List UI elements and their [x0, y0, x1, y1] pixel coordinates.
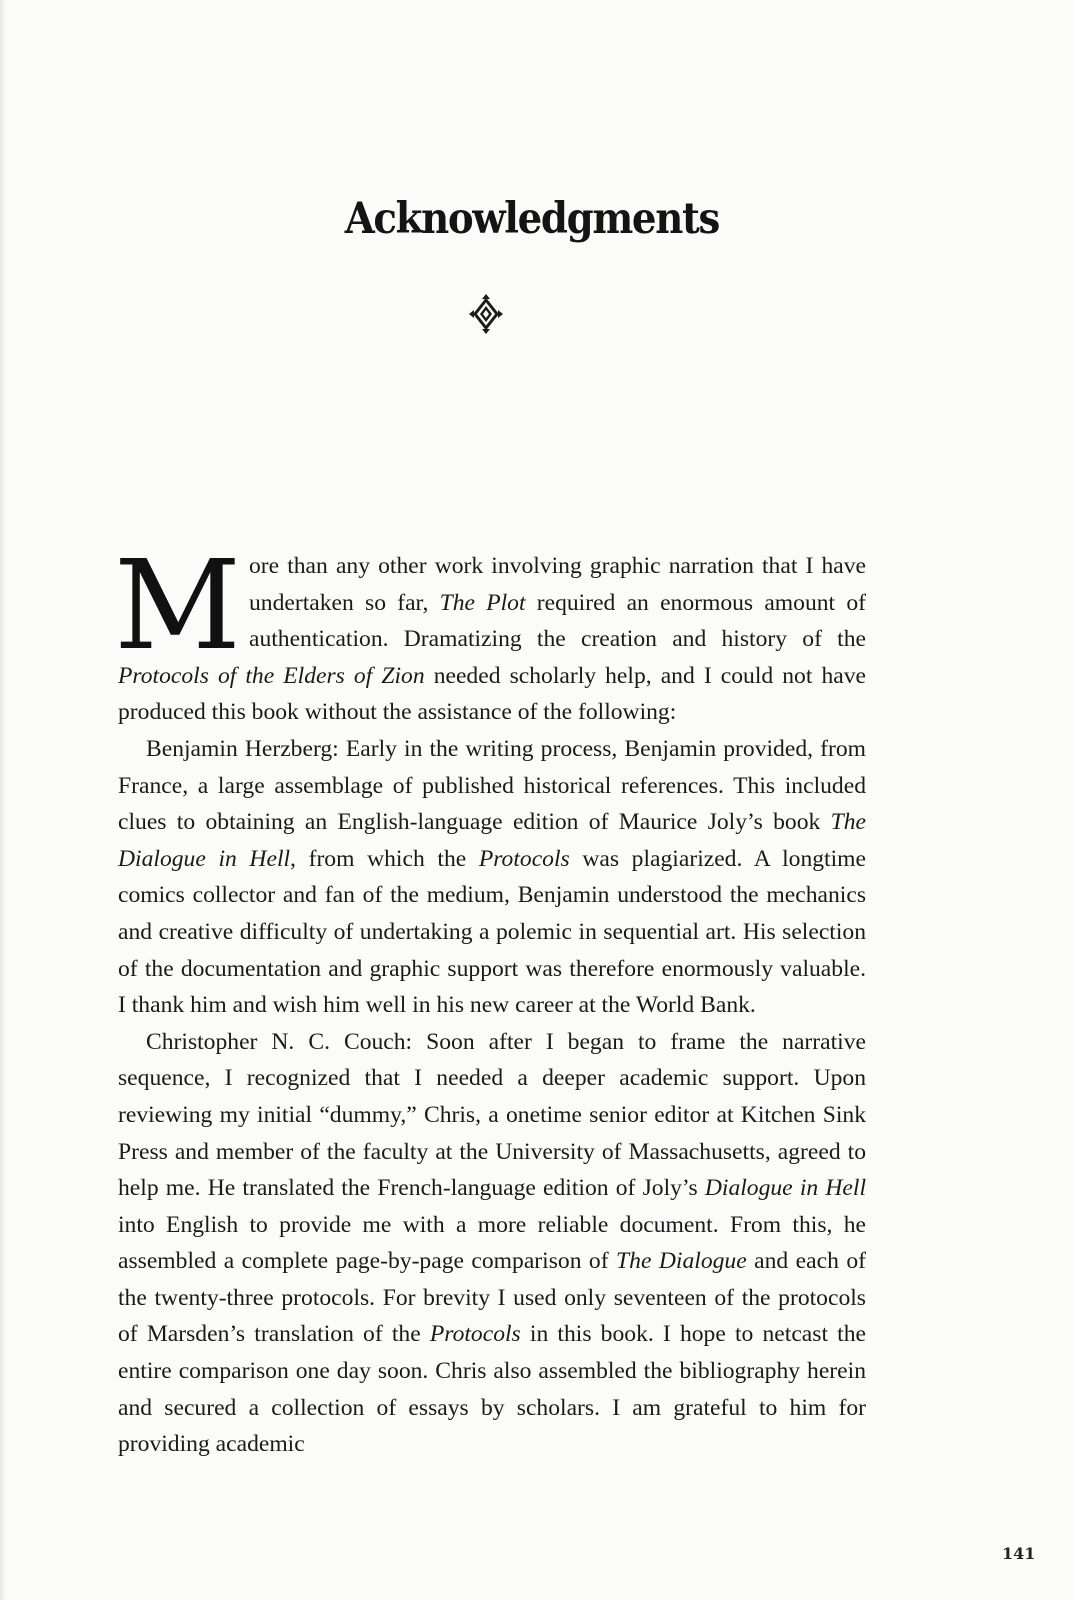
text-run: ore than any other work involving graphic narration that I have undertaken so far, — [248, 553, 866, 616]
text-run: Benjamin Herzberg: Early in the writing process, Benjamin provided, from France, a large assemblage of published historical references. This included clues to obtaining an English-language edition of Maurice Joly’s book — [118, 735, 866, 836]
chapter-heading: Acknowledgments — [344, 194, 719, 244]
paragraph-couch — [118, 1024, 866, 1463]
body-text — [114, 534, 867, 1463]
paragraph-intro — [114, 534, 867, 731]
text-run: needed scholarly help, and I could not have produced this book without the assistance of the following: — [118, 662, 867, 726]
italic-title: The Plot — [439, 589, 526, 616]
diamond-ornament-icon — [469, 294, 503, 334]
drop-cap: M — [114, 534, 241, 678]
italic-title: Protocols — [478, 845, 570, 872]
italic-title: The Dialogue — [616, 1248, 747, 1275]
text-run: Christopher N. C. Couch: Soon after I began to frame the narrative sequence, I recognized that I needed a deeper academic support. Upon reviewing my initial “dummy,” Chris, a onetime senior editor at Kitchen Sink Press and member of the faculty at the University of Massachusetts, agreed to help me. He translated the French-language edition of Joly’s — [118, 1028, 866, 1202]
page-number: 141 — [1002, 1544, 1036, 1563]
text-run: into English to provide me with a more reliable document. From this, he assembled a complete page-by-page comparison of — [118, 1211, 866, 1275]
italic-title: Protocols of the Elders of Zion — [118, 662, 425, 689]
italic-title: The Dialogue in Hell, — [118, 809, 866, 872]
paragraph-herzberg — [118, 731, 866, 1024]
text-run: required an enormous amount of authentication. Dramatizing the creation and history of the — [248, 589, 866, 653]
page-edge-shadow — [0, 0, 6, 1600]
text-run: in this book. I hope to netcast the entire comparison one day soon. Chris also assembled the bibliography herein and secured a collection of essays by scholars. I am grateful to him for providing academic — [118, 1321, 866, 1458]
italic-title: Dialogue in Hell — [704, 1175, 866, 1202]
text-run: from which the — [295, 845, 479, 872]
text-run: and each of the twenty-three protocols. For brevity I used only seventeen of the protocols of Marsden’s translation of the — [118, 1248, 866, 1348]
text-run: was plagiarized. A longtime comics collector and fan of the medium, Benjamin understood the mechanics and creative difficulty of undertaking a polemic in sequential art. His selection of the documentation and graphic support was therefore enormously valuable. I thank him and wish him well in his new career at the World Bank. — [118, 845, 866, 1019]
italic-title: Protocols — [429, 1321, 521, 1348]
